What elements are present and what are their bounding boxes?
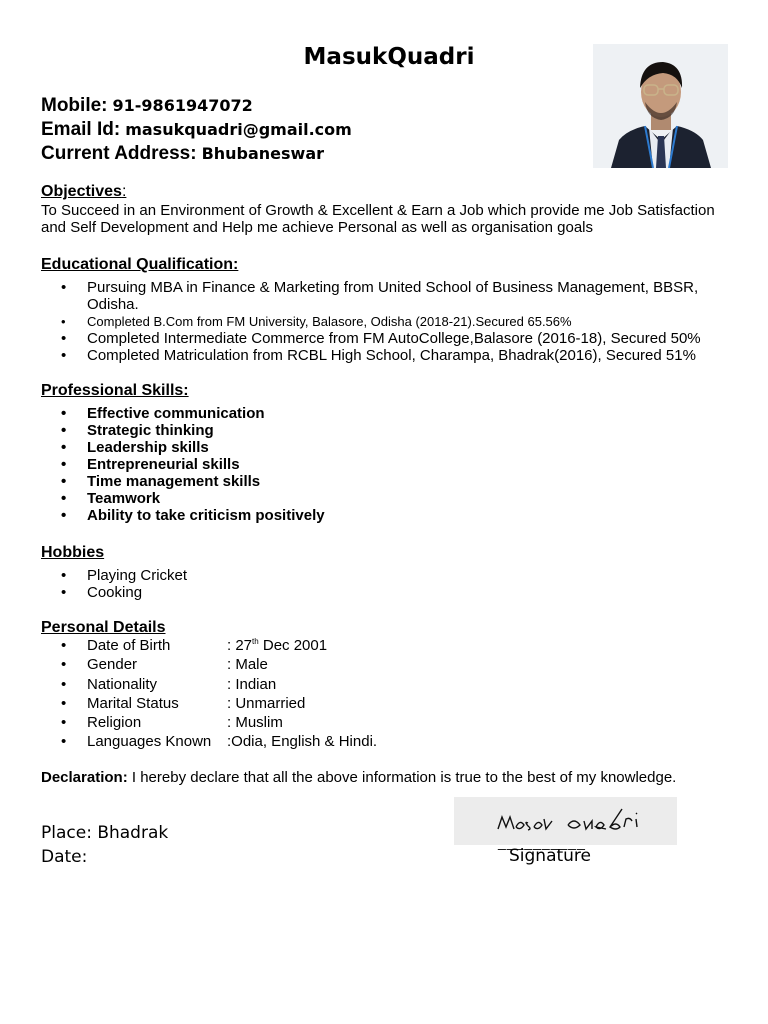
skills-heading: Professional Skills: [41, 382, 189, 399]
personal-row-languages [41, 732, 377, 751]
personal-row-gender [41, 655, 377, 674]
nationality-value: : Indian [227, 675, 277, 693]
mobile-label: Mobile: [41, 95, 108, 116]
education-item: • Completed Matriculation from RCBL High School, Charampa, Bhadrak(2016), Secured 51% [41, 347, 731, 364]
hobbies-list [41, 567, 187, 601]
gender-value: : Male [227, 656, 268, 674]
education-item: • Completed Intermediate Commerce from FM AutoCollege,Balasore (2016-18), Secured 50% [41, 330, 731, 347]
personal-heading: Personal Details [41, 619, 166, 636]
education-list [41, 279, 731, 364]
marital-label: Marital Status [87, 694, 179, 712]
skill-item: • Effective communication [41, 405, 325, 422]
mobile-value: 91-9861947072 [112, 96, 253, 115]
personal-row-religion [41, 713, 377, 732]
date: Date: [41, 847, 88, 867]
religion-value: : Muslim [227, 714, 283, 732]
nationality-label: Nationality [87, 675, 158, 693]
address-label: Current Address: [41, 143, 197, 164]
personal-details-list [41, 636, 377, 752]
declaration-text: I hereby declare that all the above information is true to the best of my knowledge. [127, 769, 677, 786]
candidate-name: MasukQuadri [303, 44, 475, 70]
dob-day: : 27 [227, 637, 253, 654]
declaration [41, 769, 676, 786]
objectives-heading [41, 183, 126, 201]
dob-label: Date of Birth [87, 637, 171, 654]
address-value: Bhubaneswar [201, 144, 325, 163]
profile-photo-illustration [593, 44, 728, 168]
skill-item: • Entrepreneurial skills [41, 456, 325, 473]
skill-item: • Strategic thinking [41, 422, 325, 439]
languages-label: Languages Known [87, 733, 212, 751]
skills-list [41, 405, 325, 524]
contact-email [41, 117, 352, 142]
education-heading: Educational Qualification: [41, 256, 239, 273]
place: Place: Bhadrak [41, 823, 169, 843]
objectives-colon: : [121, 183, 127, 200]
objectives-text: To Succeed in an Environment of Growth & Excellent & Earn a Job which provide me Job Satisfaction and Self Development and Help me achieve Personal as well as organisation goals [41, 202, 715, 236]
languages-value: :Odia, English & Hindi. [227, 733, 378, 751]
declaration-label: Declaration: [41, 769, 128, 786]
marital-value: : Unmarried [227, 694, 306, 712]
profile-photo [593, 44, 728, 168]
personal-row-dob [41, 636, 377, 655]
contact-address [41, 141, 324, 166]
skill-item: • Teamwork [41, 490, 325, 507]
gender-label: Gender [87, 656, 138, 674]
email-value: masukquadri@gmail.com [125, 120, 352, 139]
email-label: Email Id: [41, 119, 121, 140]
hobby-item: • Playing Cricket [41, 567, 187, 584]
education-item: • Pursuing MBA in Finance & Marketing from United School of Business Management, BBSR, Odisha. [41, 279, 731, 313]
skill-item: • Leadership skills [41, 439, 325, 456]
signature-label: Signature [509, 846, 592, 866]
religion-label: Religion [87, 714, 142, 732]
dob-suffix: th [252, 637, 259, 646]
education-item: • Completed B.Com from FM University, Balasore, Odisha (2018-21).Secured 65.56% [41, 313, 731, 330]
dob-rest: Dec 2001 [258, 637, 328, 654]
skill-item: • Time management skills [41, 473, 325, 490]
personal-row-nationality [41, 675, 377, 694]
hobby-item: • Cooking [41, 584, 187, 601]
skill-item: • Ability to take criticism positively [41, 507, 325, 524]
contact-mobile [41, 93, 253, 118]
hobbies-heading: Hobbies [41, 544, 105, 561]
personal-row-marital [41, 694, 377, 713]
objectives-heading-text: Objectives [41, 183, 122, 200]
signature-line: __________ [498, 834, 586, 850]
